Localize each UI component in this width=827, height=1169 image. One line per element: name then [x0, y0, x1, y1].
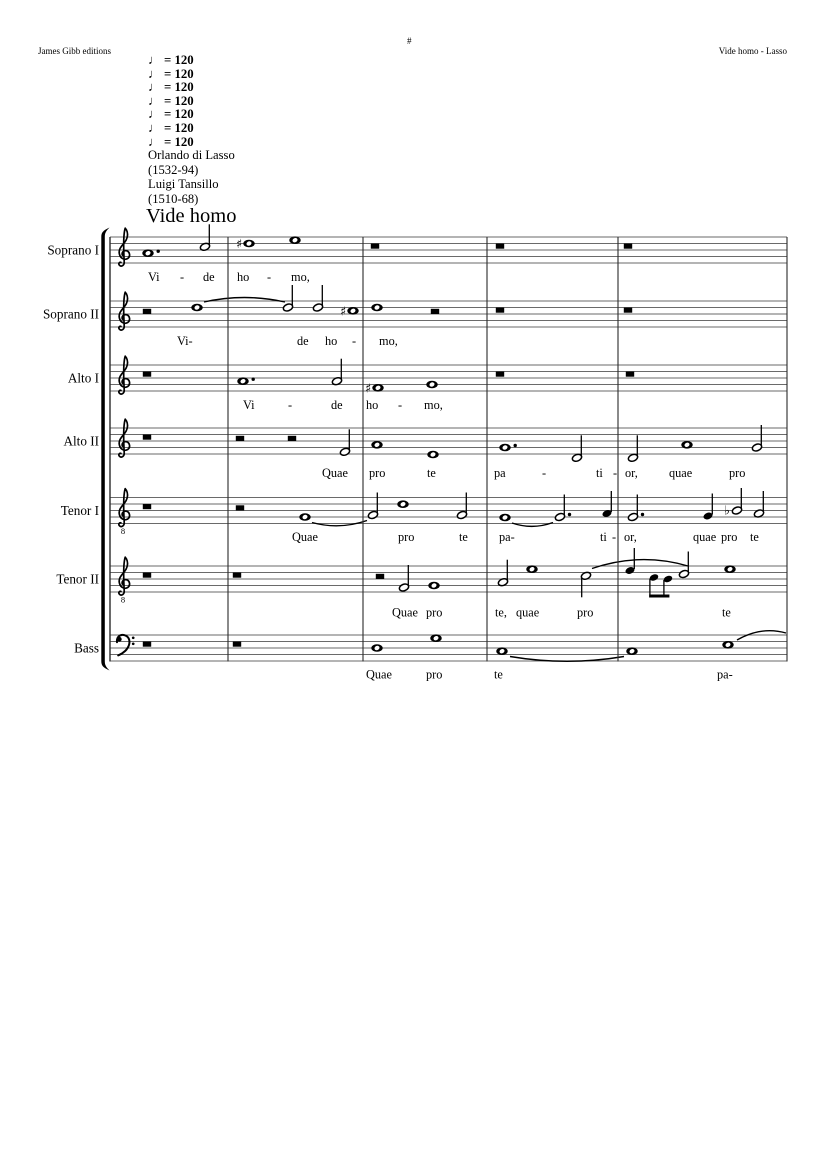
treble-clef-icon — [119, 292, 130, 330]
lyric-syllable: te — [427, 466, 436, 480]
half-rest — [431, 309, 439, 314]
lyric-syllable: te — [459, 530, 468, 544]
half-rest — [288, 436, 296, 441]
lyric-syllable: Quae — [392, 605, 418, 620]
lyric-syllable: pro — [426, 667, 443, 682]
lyricist-dates: (1510-68) — [148, 191, 199, 206]
voice-label: Alto II — [63, 433, 99, 449]
whole-rest — [143, 435, 151, 440]
tempo-marking: ♩ = 120 — [148, 80, 194, 95]
whole-rest — [143, 573, 151, 578]
lyric-syllable: mo, — [291, 270, 310, 284]
lyric-syllable: de — [297, 334, 309, 348]
whole-rest — [624, 308, 632, 313]
lyric-syllable: ho — [366, 398, 379, 412]
staff-soprano-i — [47, 224, 787, 284]
augmentation-dot — [568, 513, 571, 516]
tempo-marking: ♩ = 120 — [148, 93, 194, 108]
lyric-syllable: de — [203, 270, 215, 284]
lyric-syllable: mo, — [424, 398, 443, 412]
whole-rest — [143, 372, 151, 377]
treble-clef-icon — [119, 489, 130, 527]
bass-clef-dot — [132, 642, 135, 645]
whole-rest — [624, 244, 632, 249]
lyric-syllable: or, — [625, 466, 638, 480]
augmentation-dot — [157, 250, 160, 253]
lyric-syllable: pa — [494, 466, 506, 480]
voice-label: Alto I — [67, 370, 99, 386]
system-bracket — [101, 228, 109, 671]
lyric-syllable: Quae — [366, 667, 392, 682]
lyric-syllable: pa- — [717, 667, 733, 682]
lyric-syllable: - — [398, 398, 403, 412]
whole-rest — [496, 244, 504, 249]
half-rest — [143, 309, 151, 314]
lyric-syllable: - — [288, 398, 293, 412]
whole-rest — [371, 244, 379, 249]
lyric-syllable: pro — [426, 605, 443, 620]
staff-tenor-ii — [56, 548, 787, 620]
augmentation-dot — [252, 378, 255, 381]
whole-rest — [233, 573, 241, 578]
sharp-accidental: ♯ — [339, 303, 347, 319]
lyric-syllable: or, — [624, 530, 637, 544]
lyric-syllable: ti — [600, 530, 607, 544]
running-title: Vide homo - Lasso — [718, 46, 787, 56]
whole-rest — [496, 308, 504, 313]
voice-label: Tenor II — [56, 571, 99, 587]
half-rest — [376, 574, 384, 579]
augmentation-dot — [514, 444, 517, 447]
tie-slur — [592, 560, 688, 569]
composer-name: Orlando di Lasso — [148, 148, 235, 162]
staff-soprano-ii — [43, 285, 787, 348]
lyric-syllable: - — [352, 334, 357, 348]
lyric-syllable: quae — [516, 605, 540, 620]
staff-bass — [74, 631, 787, 682]
lyric-syllable: te — [750, 530, 759, 544]
lyric-syllable: ho — [325, 334, 338, 348]
flat-accidental: ♭ — [724, 502, 730, 518]
lyric-syllable: pro — [721, 530, 738, 544]
lyric-syllable: Vi — [243, 398, 255, 412]
bass-clef-dot — [132, 636, 135, 639]
treble-clef-icon — [119, 557, 130, 595]
staff-tenor-i — [61, 488, 787, 544]
staff-alto-ii — [63, 419, 787, 480]
tempo-marking: ♩ = 120 — [148, 120, 194, 135]
voice-label: Soprano I — [47, 242, 99, 258]
lyric-syllable: Quae — [292, 530, 318, 544]
voice-label: Bass — [74, 640, 99, 656]
whole-rest — [496, 372, 504, 377]
whole-rest — [143, 642, 151, 647]
eighth-beam — [649, 595, 669, 598]
lyric-syllable: pro — [369, 466, 386, 480]
half-rest — [236, 505, 244, 510]
lyric-syllable: te, — [495, 605, 507, 620]
staff-alto-i — [68, 356, 787, 412]
lyric-syllable: Vi — [148, 270, 160, 284]
treble-clef-icon — [119, 228, 130, 266]
lyric-syllable: de — [331, 398, 343, 412]
lyric-syllable: Vi- — [177, 334, 193, 348]
lyric-syllable: quae — [669, 466, 693, 480]
voice-label: Tenor I — [60, 503, 99, 518]
tempo-marking: ♩ = 120 — [148, 66, 194, 81]
lyric-syllable: pro — [577, 605, 594, 620]
lyric-syllable: - — [180, 270, 185, 284]
composer-dates: (1532-94) — [148, 162, 199, 177]
clef-octave-mark: 8 — [120, 594, 126, 605]
treble-clef-icon — [119, 419, 130, 457]
tempo-marking: ♩ = 120 — [148, 53, 194, 67]
lyric-syllable: pro — [729, 466, 746, 480]
lyric-syllable: pa- — [499, 530, 515, 544]
tempo-marking: ♩ = 120 — [148, 134, 194, 149]
half-rest — [236, 436, 244, 441]
lyric-syllable: mo, — [379, 334, 398, 348]
sharp-accidental: ♯ — [235, 236, 243, 251]
voice-label: Soprano II — [42, 306, 99, 322]
lyric-syllable: te — [494, 667, 503, 682]
sharp-accidental: ♯ — [364, 380, 372, 396]
lyricist-name: Luigi Tansillo — [148, 177, 219, 192]
piece-title: Vide homo — [146, 205, 237, 227]
whole-rest — [233, 642, 241, 647]
augmentation-dot — [641, 513, 644, 516]
lyric-syllable: te — [722, 605, 731, 620]
lyric-syllable: pro — [398, 530, 415, 544]
lyric-syllable: ti — [596, 466, 603, 480]
lyric-syllable: - — [612, 530, 617, 544]
lyric-syllable: ho — [237, 270, 250, 284]
lyric-syllable: quae — [693, 530, 717, 544]
lyric-syllable: - — [613, 466, 618, 480]
clef-octave-mark: 8 — [120, 526, 126, 536]
whole-rest — [143, 504, 151, 509]
tempo-marking: ♩ = 120 — [148, 107, 194, 122]
lyric-syllable: Quae — [322, 466, 348, 480]
edition-credit: James Gibb editions — [38, 46, 111, 56]
lyric-syllable: - — [542, 466, 547, 480]
whole-rest — [626, 372, 634, 377]
treble-clef-icon — [119, 356, 130, 394]
lyric-syllable: - — [267, 270, 272, 284]
page-marker: # — [407, 36, 412, 46]
